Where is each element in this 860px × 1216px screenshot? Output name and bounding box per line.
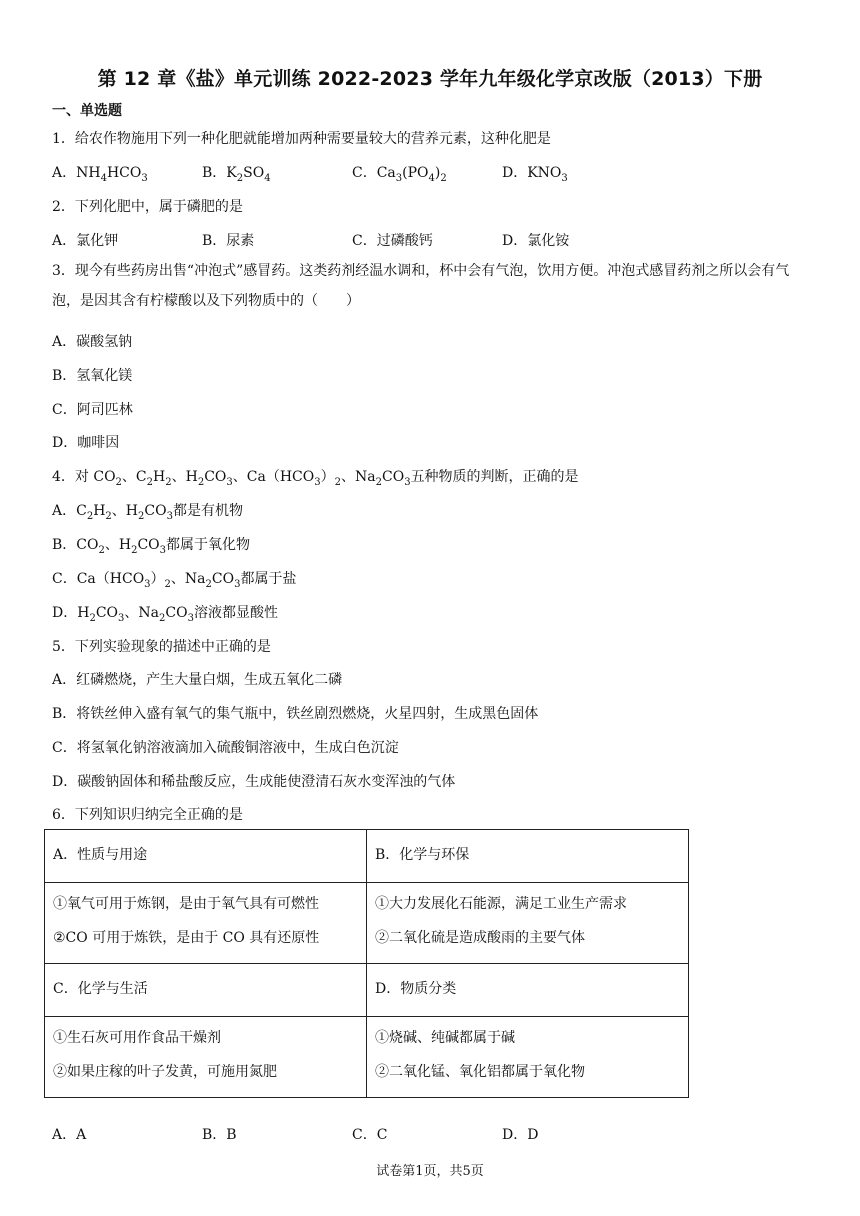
table-cell-d-body: [367, 1017, 689, 1098]
table-cell-c-body: [45, 1017, 367, 1098]
table-text: ②如果庄稼的叶子发黄，可施用氮肥: [53, 1064, 277, 1080]
q2-options: [52, 230, 652, 250]
q6-option-d[interactable]: D．D: [502, 1127, 539, 1143]
q1-options: [52, 162, 652, 184]
q4-option-d[interactable]: D．$H_2CO_3$、$Na_2CO_3$溶液都显酸性: [52, 605, 278, 624]
q3-option-d[interactable]: D．咖啡因: [52, 435, 120, 451]
section-heading: 一、单选题: [52, 103, 122, 119]
q5-option-a[interactable]: A．红磷燃烧，产生大量白烟，生成五氧化二磷: [52, 672, 343, 688]
q6-option-c[interactable]: C．C: [352, 1127, 388, 1143]
q1-option-d[interactable]: D．$KNO_3$: [502, 165, 568, 184]
q4-stem: 4．对 $CO_2$、$C_2H_2$、$H_2CO_3$、$Ca(HCO_3)_2$、$Na_2CO_3$五种物质的判断，正确的是: [52, 469, 579, 488]
q2-stem: 2．下列化肥中，属于磷肥的是: [52, 199, 243, 215]
q1-stem: 1．给农作物施用下列一种化肥就能增加两种需要量较大的营养元素，这种化肥是: [52, 131, 551, 147]
table-text: ②CO 可用于炼铁，是由于 CO 具有还原性: [53, 930, 320, 946]
table-cell-a-head: A．性质与用途: [45, 830, 367, 883]
q3-stem: 3．现今有些药房出售“冲泡式”感冒药。这类药剂经温水调和，杯中会有气泡，饮用方便。冲泡式感冒药剂之所以会有气泡，是因其含有柠檬酸以及下列物质中的（ ）: [52, 263, 790, 309]
q6-stem: 6．下列知识归纳完全正确的是: [52, 807, 243, 823]
q5-option-d[interactable]: D．碳酸钠固体和稀盐酸反应，生成能使澄清石灰水变浑浊的气体: [52, 774, 456, 790]
q6-knowledge-table: [44, 829, 689, 1098]
q5-option-b[interactable]: B．将铁丝伸入盛有氧气的集气瓶中，铁丝剧烈燃烧，火星四射，生成黑色固体: [52, 706, 539, 722]
q2-option-b[interactable]: B．尿素: [202, 233, 255, 249]
table-text: ①大力发展化石能源，满足工业生产需求: [375, 896, 627, 912]
q2-option-c[interactable]: C．过磷酸钙: [352, 233, 433, 249]
q2-option-d[interactable]: D．氯化铵: [502, 233, 570, 249]
q3-option-a[interactable]: A．碳酸氢钠: [52, 334, 133, 350]
table-row: [45, 883, 689, 964]
q4-option-a[interactable]: A．$C_2H_2$、$H_2CO_3$都是有机物: [52, 503, 243, 522]
table-row: [45, 964, 689, 1017]
q1-option-c[interactable]: C．$Ca_3(PO_4)_2$: [352, 165, 447, 184]
table-text: ①生石灰可用作食品干燥剂: [53, 1030, 221, 1046]
page-title: 第 12 章《盐》单元训练 2022-2023 学年九年级化学京改版（2013）下册: [97, 68, 763, 90]
table-cell-b-head: B．化学与环保: [367, 830, 689, 883]
q6-option-a[interactable]: A．A: [52, 1127, 87, 1143]
table-row: [45, 1017, 689, 1098]
table-cell-b-body: [367, 883, 689, 964]
table-text: ①烧碱、纯碱都属于碱: [375, 1030, 515, 1046]
q1-option-a[interactable]: A．$NH_4HCO_3$: [52, 165, 148, 184]
table-text: ①氧气可用于炼钢，是由于氧气具有可燃性: [53, 896, 319, 912]
q1-option-b[interactable]: B．$K_2SO_4$: [202, 165, 271, 184]
q4-option-b[interactable]: B．$CO_2$、$H_2CO_3$都属于氧化物: [52, 537, 251, 556]
table-cell-d-head: D．物质分类: [367, 964, 689, 1017]
q6-option-b[interactable]: B．B: [202, 1127, 237, 1143]
q5-stem: 5．下列实验现象的描述中正确的是: [52, 639, 271, 655]
page-footer: 试卷第1页，共5页: [376, 1164, 484, 1179]
q6-options: [52, 1124, 652, 1144]
table-cell-a-body: [45, 883, 367, 964]
table-text: ②二氧化锰、氧化铝都属于氧化物: [375, 1064, 585, 1080]
table-text: ②二氧化硫是造成酸雨的主要气体: [375, 930, 585, 946]
q3-option-c[interactable]: C．阿司匹林: [52, 402, 133, 418]
q4-option-c[interactable]: C．$Ca(HCO_3)_2$、$Na_2CO_3$都属于盐: [52, 571, 297, 590]
q2-option-a[interactable]: A．氯化钾: [52, 233, 119, 249]
q3-option-b[interactable]: B．氢氧化镁: [52, 368, 133, 384]
table-cell-c-head: C．化学与生活: [45, 964, 367, 1017]
table-row: [45, 830, 689, 883]
q5-option-c[interactable]: C．将氢氧化钠溶液滴加入硫酸铜溶液中，生成白色沉淀: [52, 740, 399, 756]
